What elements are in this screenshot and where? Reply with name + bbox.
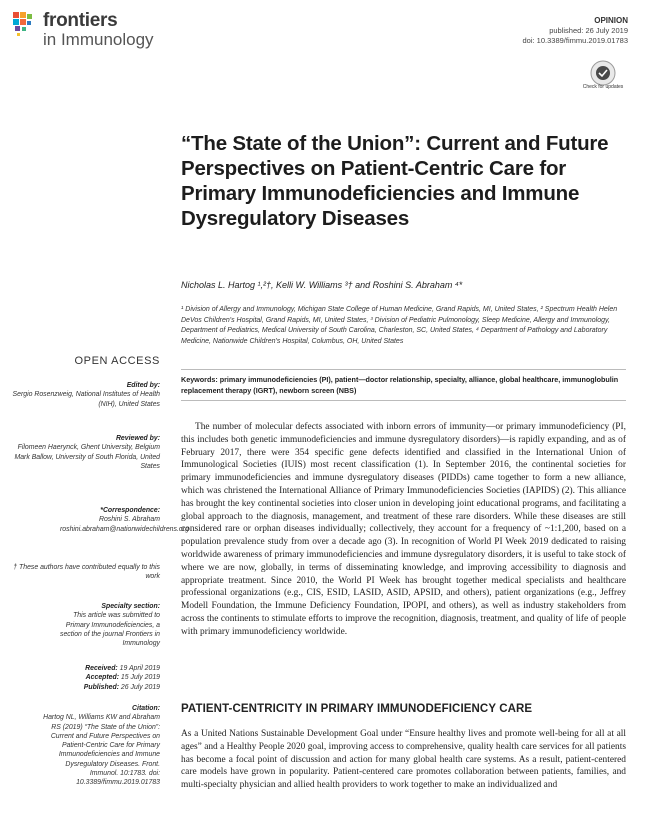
reviewer: Filomeen Haerynck, Ghent University, Belgium [17,444,160,452]
divider [181,400,626,401]
received-date: 19 April 2019 [119,665,160,672]
accepted-label: Accepted: [85,674,119,682]
paragraph-text: The number of molecular defects associated with inborn errors of immunity—or primary immunodeficiency (PI, this includes both genetic immunodeficiencies and immune dysregulatory disorders)—is rapidly expanding, and as of February 2017, there were 354 specific gene defects identified and classified in the International Union of Immunological Societies (IUIS) most recent classification (1). In September 2016, the continental societies for primary immunodeficiencies and immune dysregulatory diseases (PIDDs) came together to form a new alliance, which was christened the International Alliance of Primary Immunodeficiencies Societies (IAPIDS) (2). This alliance has brought the key continental societies into closer union in developing joint educational programs, and facilitating a global approach to the diagnosis, management, and treatment of these rare disorders. While these diseases are still considered rare or orphan diseases individually; collectively, they account for a frequency of ~1:1,200, based on a population prevalence study from over a decade ago (3). In recognition of World PI Week 2019 dedicated to raising worldwide awareness of primary immunodeficiencies and immune dysregulatory disorders, it is useful to take stock of where we are now, globally, in terms of disseminating knowledge, and improving accessibility to diagnosis and appropriate treatment. Since 2010, the World PI Week has brought together medical specialists and healthcare professional organizations (e.g., CIS, ESID, LASID, ASID, APSID, and others), patient organizations (e.g., Jeffrey Modell Foundation, the Immune Deficiency Foundation, IPOPI, and others), as well as industry stakeholders from across the continents to stimulate efforts to improve the recognition, diagnosis, treatment, and quality of life of people with primary immunodeficiency worldwide. [181,422,626,637]
correspondence-block [10,506,189,534]
check-for-updates-icon[interactable] [586,60,620,100]
specialty-block [10,602,160,648]
affiliations: ¹ Division of Allergy and Immunology, Michigan State College of Human Medicine, Grand Rapids, MI, United States, ² Spectrum Health Helen DeVos Children's Hospital, Grand Rapids, MI, United States, ³ Division of Pediatric Pulmonology, Sleep Medicine, Allergy and Immunology, Department of Pediatrics, Medical University of South Carolina, Charleston, SC, United States, ⁴ Department of Pathology and Laboratory Medicine, Nationwide Children's Hospital, Columbus, OH, United States [181,306,618,345]
correspondence-email[interactable]: roshini.abraham@nationwidechildrens.org [60,525,189,533]
published-label: Published: [83,683,119,691]
journal-brand: frontiers [43,10,118,31]
reviewed-by-label: Reviewed by: [115,435,160,442]
received-label: Received: [85,665,118,672]
journal-subtitle: in Immunology [43,30,154,49]
article-title: “The State of the Union”: Current and Future Perspectives on Patient-Centric Care for Primary Immunodeficiencies and Immune Dysregulatory Diseases [181,132,609,230]
body-paragraph-1 [181,421,626,639]
edited-by-block [10,381,160,409]
dates-block [10,664,160,692]
equal-contribution-note: † These authors have contributed equally to this work [13,564,160,581]
section-heading: PATIENT-CENTRICITY IN PRIMARY IMMUNODEFICIENCY CARE [181,703,533,715]
citation-label: Citation: [132,705,160,712]
specialty-label: Specialty section: [101,603,160,610]
reviewed-by-block [10,434,160,471]
correspondence-name: Roshini S. Abraham [98,516,160,524]
check-updates-label[interactable]: Check for updates [582,84,624,90]
article-type: OPINION [594,16,628,25]
reviewer: Mark Ballow, University of South Florida, United States [14,453,160,470]
published-date-side: 26 July 2019 [120,683,160,691]
edited-by-label: Edited by: [126,382,160,389]
keywords: Keywords: primary immunodeficiencies (PI), patient—doctor relationship, specialty, alliance, global healthcare, immunoglobulin replacement therapy (IGRT), newborn screen (NBS) [181,375,619,395]
divider [181,369,626,370]
citation-text: Hartog NL, Williams KW and Abraham RS (2019) “The State of the Union”: Current and Future Perspectives on Patient-Centric Care for Primary Immunodeficiencies and Immune Dysregulatory Diseases. Front. Immunol. 10:1783. doi: 10.3389/fimmu.2019.01783 [43,714,160,787]
editor: Sergio Rosenzweig, National Institutes of Health (NIH), United States [12,391,160,408]
doi-link[interactable]: doi: 10.3389/fimmu.2019.01783 [522,36,628,45]
open-access-label: OPEN ACCESS [74,355,160,367]
frontiers-logo-icon [13,12,39,38]
specialty-text: This article was submitted to Primary Immunodeficiencies, a section of the journal Frontiers in Immunology [60,612,160,648]
paragraph-text: As a United Nations Sustainable Development Goal under “Ensure healthy lives and promote well-being for all at all ages” and a Healthy People 2020 goal, improving access to comprehensive, quality health care services for all patients has become a focal point of discussion and action for many global health care systems. As a result, patient-centered care models have grown in popularity. Patient-centered care promotes collaboration between patients, families, and multi-specialty physician and allied health providers to work together to make an individualized and [181,729,626,791]
accepted-date: 15 July 2019 [120,674,160,682]
author-list: Nicholas L. Hartog ¹,²†, Kelli W. Williams ³† and Roshini S. Abraham ⁴* [181,280,463,290]
correspondence-label: *Correspondence: [100,507,160,514]
citation-block [10,704,160,788]
body-paragraph-2 [181,728,626,792]
published-date: published: 26 July 2019 [549,26,628,35]
